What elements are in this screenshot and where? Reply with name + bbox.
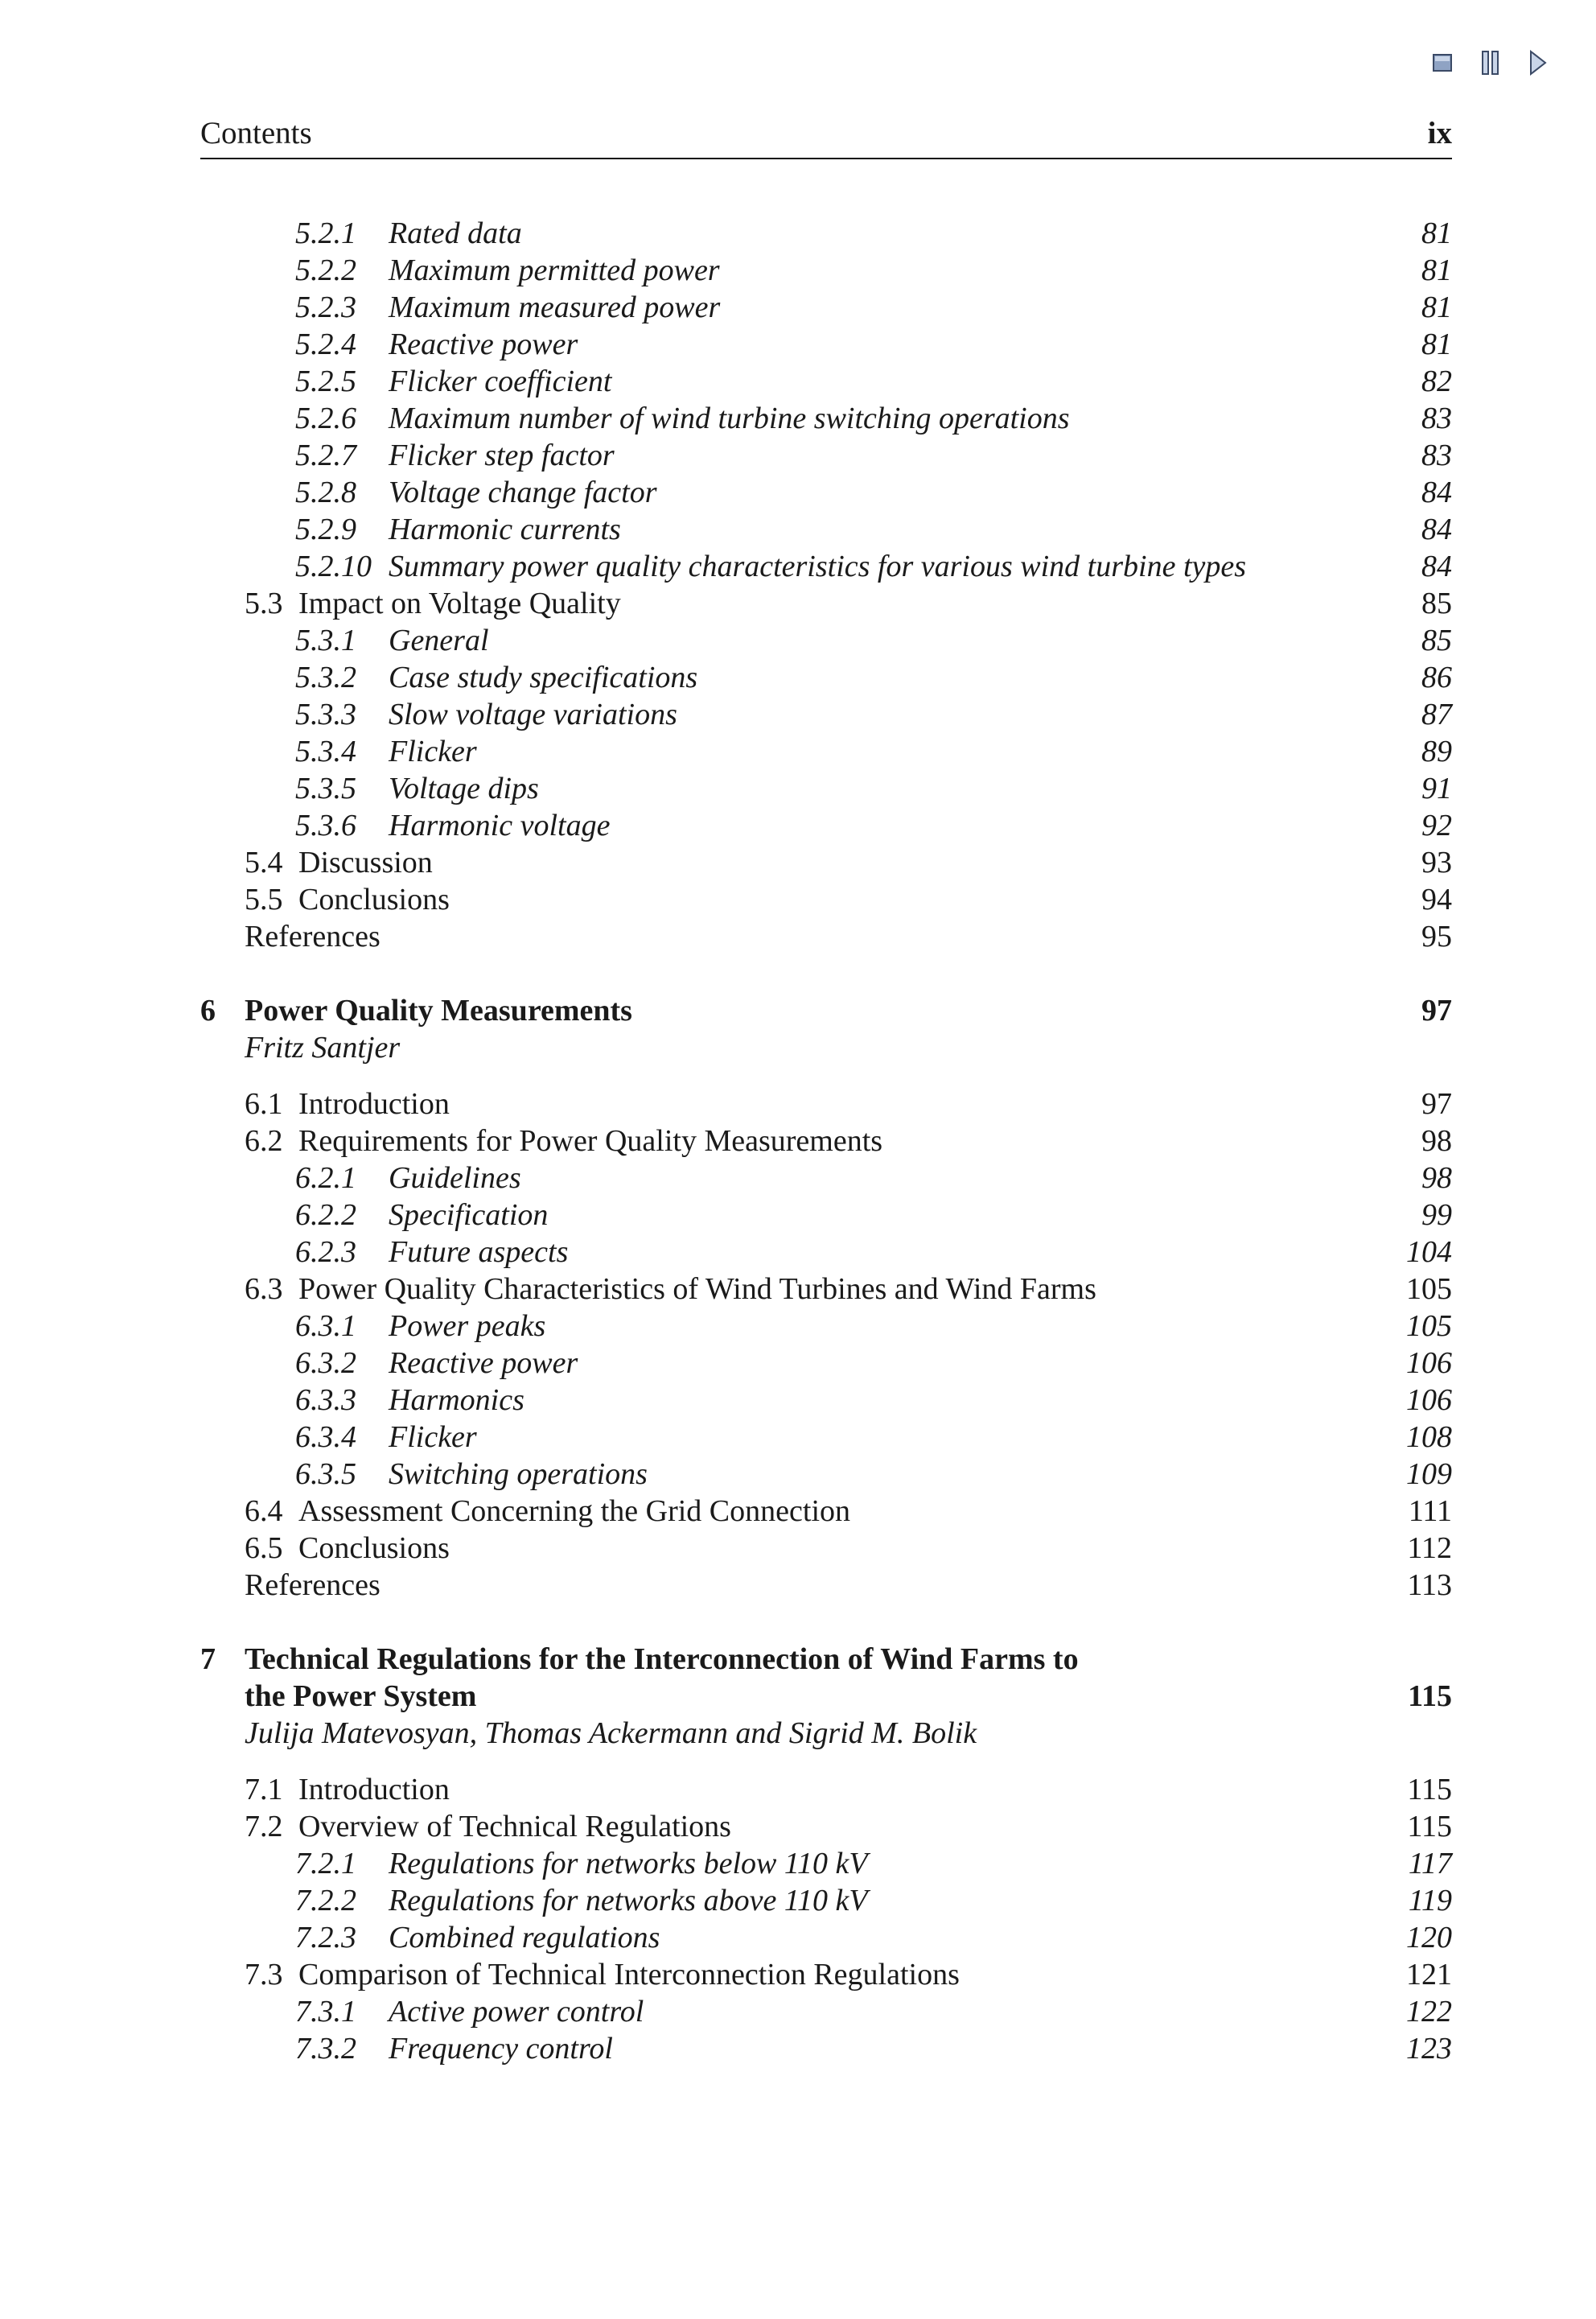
toc-section[interactable] <box>200 1122 1452 1160</box>
toc-spacer <box>200 1752 1452 1771</box>
stop-button[interactable] <box>1432 52 1453 73</box>
toc-number: 5.3.3 <box>295 698 356 731</box>
toc-page-number: 81 <box>1421 216 1452 250</box>
toc-chapter[interactable] <box>200 992 1452 1029</box>
toc-number: 5.2.10 <box>295 550 372 583</box>
toc-number: 7.2.2 <box>295 1884 356 1917</box>
toc-subsection[interactable] <box>200 215 1452 252</box>
toc-number: 7.3 <box>245 1958 283 1992</box>
toc-subsection[interactable] <box>200 400 1452 437</box>
toc-page-number: 115 <box>1407 1773 1452 1806</box>
toc-page-number: 105 <box>1406 1309 1452 1343</box>
toc-title: Technical Regulations for the Interconnection of Wind Farms to <box>245 1642 1079 1676</box>
toc-subsection[interactable] <box>200 474 1452 511</box>
toc-page-number: 85 <box>1421 624 1452 657</box>
toc-page-number: 83 <box>1421 402 1452 435</box>
toc-number: 6.2.2 <box>295 1198 356 1232</box>
page-header <box>200 113 1452 159</box>
toc-section[interactable] <box>200 1493 1452 1530</box>
toc-subsection[interactable] <box>200 1308 1452 1345</box>
toc-number: 5.2.3 <box>295 290 356 324</box>
toc-page-number: 98 <box>1421 1161 1452 1195</box>
toc-page-number: 112 <box>1407 1531 1452 1565</box>
toc-title: Case study specifications <box>389 661 698 694</box>
toc-section[interactable] <box>200 585 1452 622</box>
toc-number: 6 <box>200 994 216 1028</box>
toc-page-number: 92 <box>1421 809 1452 842</box>
toc-page-number: 85 <box>1421 587 1452 620</box>
toc-title: Harmonic voltage <box>389 809 611 842</box>
toc-title: Flicker <box>389 1420 477 1454</box>
pause-button[interactable] <box>1480 50 1501 76</box>
toc-number: 5.2.5 <box>295 365 356 398</box>
toc-title: Flicker <box>389 735 477 768</box>
toc-title: Conclusions <box>298 883 450 916</box>
toc-number: 6.4 <box>245 1494 283 1528</box>
toc-number: 5.3.1 <box>295 624 356 657</box>
toc-page-number: 83 <box>1421 439 1452 472</box>
toc-authors <box>200 1715 1452 1752</box>
toc-page-number: 93 <box>1421 846 1452 879</box>
toc-title: Power Quality Characteristics of Wind Turbines and Wind Farms <box>298 1272 1096 1306</box>
toc-title: Slow voltage variations <box>389 698 677 731</box>
toc-subsection[interactable] <box>200 1456 1452 1493</box>
toc-spacer <box>200 1604 1452 1641</box>
toc-page-number: 86 <box>1421 661 1452 694</box>
toc-page-number: 106 <box>1406 1383 1452 1417</box>
page-number: ix <box>1427 116 1452 150</box>
toc-subsection[interactable] <box>200 363 1452 400</box>
toc-number: 6.2 <box>245 1124 283 1158</box>
play-icon <box>1531 51 1545 74</box>
toc-number: 5.3.5 <box>295 772 356 805</box>
toc-title: Regulations for networks above 110 kV <box>389 1884 868 1917</box>
toc-page-number: 115 <box>1407 1810 1452 1843</box>
toc-number: 5.2.4 <box>295 327 356 361</box>
toc-number: 5.5 <box>245 883 283 916</box>
toc-title: Power peaks <box>389 1309 546 1343</box>
toc-title: Rated data <box>389 216 522 250</box>
toc-section[interactable] <box>200 881 1452 918</box>
toc-entry[interactable] <box>200 918 1452 955</box>
table-of-contents <box>200 215 1452 2067</box>
toc-page-number: 84 <box>1421 550 1452 583</box>
toc-page-number: 111 <box>1408 1494 1452 1528</box>
toc-number: 7.2.1 <box>295 1847 356 1880</box>
toc-subsection[interactable] <box>200 252 1452 289</box>
toc-subsection[interactable] <box>200 770 1452 807</box>
toc-title: Frequency control <box>389 2032 613 2066</box>
toc-subsection[interactable] <box>200 1845 1452 1882</box>
toc-title: Harmonic currents <box>389 513 621 546</box>
toc-page-number: 104 <box>1406 1235 1452 1269</box>
toc-page-number: 105 <box>1406 1272 1452 1306</box>
toc-number: 6.3.5 <box>295 1457 356 1491</box>
toc-title: Guidelines <box>389 1161 521 1195</box>
toc-title: References <box>245 920 380 954</box>
toc-page-number: 106 <box>1406 1346 1452 1380</box>
toc-subsection[interactable] <box>200 733 1452 770</box>
toc-page-number: 115 <box>1408 1679 1452 1713</box>
author-names: Julija Matevosyan, Thomas Ackermann and Sigrid M. Bolik <box>245 1716 977 1750</box>
toc-page-number: 117 <box>1408 1847 1452 1880</box>
toc-number: 5.3 <box>245 587 283 620</box>
toc-title: Summary power quality characteristics for various wind turbine types <box>389 550 1247 583</box>
toc-number: 5.3.4 <box>295 735 356 768</box>
toc-section[interactable] <box>200 1771 1452 1808</box>
toc-subsection[interactable] <box>200 1993 1452 2030</box>
toc-number: 6.2.1 <box>295 1161 356 1195</box>
pause-icon <box>1483 51 1498 74</box>
toc-number: 5.2.9 <box>295 513 356 546</box>
toc-subsection[interactable] <box>200 326 1452 363</box>
toc-page-number: 108 <box>1406 1420 1452 1454</box>
toc-page-number: 122 <box>1406 1995 1452 2029</box>
toc-entry[interactable] <box>200 1567 1452 1604</box>
toc-number: 5.2.2 <box>295 253 356 287</box>
toc-section[interactable] <box>200 1808 1452 1845</box>
toc-title: Introduction <box>298 1087 450 1121</box>
toc-page-number: 97 <box>1421 994 1452 1028</box>
toc-section[interactable] <box>200 1530 1452 1567</box>
toc-page-number: 84 <box>1421 513 1452 546</box>
toc-page-number: 123 <box>1406 2032 1452 2066</box>
toc-number: 6.5 <box>245 1531 283 1565</box>
toc-number: 5.4 <box>245 846 283 879</box>
toc-subsection[interactable] <box>200 807 1452 844</box>
play-button[interactable] <box>1528 50 1548 76</box>
toc-page-number: 99 <box>1421 1198 1452 1232</box>
toc-title: Comparison of Technical Interconnection Regulations <box>298 1958 960 1992</box>
toc-number: 5.2.6 <box>295 402 356 435</box>
toc-subsection[interactable] <box>200 622 1452 659</box>
toc-page-number: 113 <box>1407 1568 1452 1602</box>
toc-number: 5.3.6 <box>295 809 356 842</box>
toc-number: 6.3 <box>245 1272 283 1306</box>
toc-title: Regulations for networks below 110 kV <box>389 1847 868 1880</box>
toc-subsection[interactable] <box>200 1882 1452 1919</box>
toc-subsection[interactable] <box>200 1160 1452 1197</box>
toc-subsection[interactable] <box>200 437 1452 474</box>
toc-subsection[interactable] <box>200 696 1452 733</box>
toc-title: Assessment Concerning the Grid Connection <box>298 1494 851 1528</box>
toc-title: Harmonics <box>389 1383 524 1417</box>
toc-page-number: 98 <box>1421 1124 1452 1158</box>
toc-number: 7 <box>200 1642 216 1676</box>
toc-number: 5.2.8 <box>295 476 356 509</box>
toc-chapter[interactable] <box>200 1641 1452 1678</box>
toc-title: Future aspects <box>389 1235 569 1269</box>
toc-subsection[interactable] <box>200 1234 1452 1271</box>
toc-section[interactable] <box>200 1956 1452 1993</box>
toc-section[interactable] <box>200 1085 1452 1122</box>
toc-page-number: 89 <box>1421 735 1452 768</box>
toc-number: 5.2.7 <box>295 439 356 472</box>
toc-number: 6.2.3 <box>295 1235 356 1269</box>
toc-title: Maximum permitted power <box>389 253 720 287</box>
toc-page-number: 87 <box>1421 698 1452 731</box>
toc-subsection[interactable] <box>200 659 1452 696</box>
toc-page-number: 109 <box>1406 1457 1452 1491</box>
toc-title: Discussion <box>298 846 433 879</box>
viewer-controls <box>1432 50 1548 76</box>
toc-title: Impact on Voltage Quality <box>298 587 621 620</box>
toc-page-number: 120 <box>1406 1921 1452 1954</box>
running-head: Contents <box>200 116 312 150</box>
toc-number: 6.3.1 <box>295 1309 356 1343</box>
toc-number: 6.3.4 <box>295 1420 356 1454</box>
toc-title: Flicker coefficient <box>389 365 612 398</box>
toc-title: Introduction <box>298 1773 450 1806</box>
toc-number: 6.3.3 <box>295 1383 356 1417</box>
toc-subsection[interactable] <box>200 548 1452 585</box>
toc-page-number: 84 <box>1421 476 1452 509</box>
toc-spacer <box>200 1066 1452 1085</box>
toc-page-number: 94 <box>1421 883 1452 916</box>
toc-page-number: 95 <box>1421 920 1452 954</box>
toc-section[interactable] <box>200 844 1452 881</box>
toc-subsection[interactable] <box>200 2030 1452 2067</box>
toc-title: Reactive power <box>389 1346 578 1380</box>
toc-number: 5.3.2 <box>295 661 356 694</box>
toc-page-number: 91 <box>1421 772 1452 805</box>
toc-spacer <box>200 955 1452 992</box>
toc-title: Combined regulations <box>389 1921 660 1954</box>
toc-subsection[interactable] <box>200 1345 1452 1382</box>
toc-subsection[interactable] <box>200 1419 1452 1456</box>
toc-title: References <box>245 1568 380 1602</box>
toc-chapter[interactable] <box>200 1678 1452 1715</box>
toc-number: 6.3.2 <box>295 1346 356 1380</box>
toc-number: 7.3.1 <box>295 1995 356 2029</box>
toc-page-number: 97 <box>1421 1087 1452 1121</box>
toc-number: 6.1 <box>245 1087 283 1121</box>
toc-title: the Power System <box>245 1679 477 1713</box>
toc-page-number: 121 <box>1406 1958 1452 1992</box>
toc-title: Voltage dips <box>389 772 539 805</box>
toc-subsection[interactable] <box>200 1919 1452 1956</box>
toc-title: Requirements for Power Quality Measurements <box>298 1124 883 1158</box>
toc-number: 7.1 <box>245 1773 283 1806</box>
toc-title: Reactive power <box>389 327 578 361</box>
toc-number: 7.2.3 <box>295 1921 356 1954</box>
toc-authors <box>200 1029 1452 1066</box>
toc-page-number: 82 <box>1421 365 1452 398</box>
toc-section[interactable] <box>200 1271 1452 1308</box>
toc-page-number: 81 <box>1421 290 1452 324</box>
toc-title: Voltage change factor <box>389 476 657 509</box>
toc-title: Flicker step factor <box>389 439 615 472</box>
toc-number: 7.3.2 <box>295 2032 356 2066</box>
toc-title: Specification <box>389 1198 549 1232</box>
toc-page-number: 81 <box>1421 253 1452 287</box>
toc-title: General <box>389 624 489 657</box>
toc-subsection[interactable] <box>200 1382 1452 1419</box>
toc-number: 7.2 <box>245 1810 283 1843</box>
toc-title: Maximum measured power <box>389 290 721 324</box>
author-names: Fritz Santjer <box>245 1031 401 1065</box>
toc-subsection[interactable] <box>200 1197 1452 1234</box>
toc-title: Conclusions <box>298 1531 450 1565</box>
toc-title: Power Quality Measurements <box>245 994 632 1028</box>
toc-title: Maximum number of wind turbine switching operations <box>389 402 1070 435</box>
toc-number: 5.2.1 <box>295 216 356 250</box>
toc-subsection[interactable] <box>200 511 1452 548</box>
toc-title: Overview of Technical Regulations <box>298 1810 731 1843</box>
toc-title: Active power control <box>389 1995 644 2029</box>
toc-page-number: 119 <box>1408 1884 1452 1917</box>
stop-icon <box>1434 55 1451 71</box>
toc-title: Switching operations <box>389 1457 648 1491</box>
toc-page-number: 81 <box>1421 327 1452 361</box>
toc-subsection[interactable] <box>200 289 1452 326</box>
